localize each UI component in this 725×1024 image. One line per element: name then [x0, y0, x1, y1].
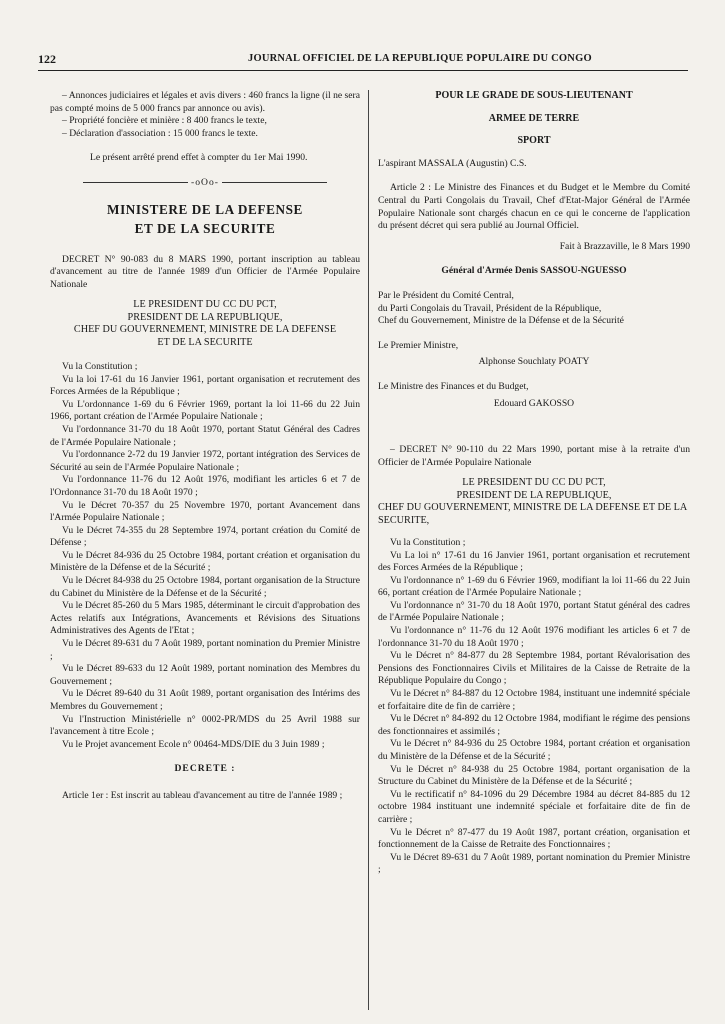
visa-item: Vu l'ordonnance n° 1-69 du 6 Février 1969, modifiant la loi 11-66 du 22 Juin 66, portant création de l'Armée Populaire Nationale ; — [378, 574, 690, 599]
tariff-line: – Annonces judiciaires et légales et avis divers : 460 francs la ligne (il ne sera pas compté moins de 5 000 francs par annonce ou avis). — [50, 90, 360, 114]
decrete-heading: DECRETE : — [174, 763, 236, 775]
ministry-line: MINISTERE DE LA DEFENSE — [107, 201, 303, 217]
visa-item: Vu la loi 17-61 du 16 Janvier 1961, portant organisation et recrutement des Forces Armées de la République ; — [50, 373, 360, 398]
grade-heading: POUR LE GRADE DE SOUS-LIEUTENANT — [435, 90, 633, 101]
decree-2-title: – DECRET N° 90-110 du 22 Mars 1990, portant mise à la retraite d'un Officier de l'Armée Populaire Nationale — [378, 444, 690, 468]
president-line: CHEF DU GOUVERNEMENT, MINISTRE DE LA DEFENSE — [73, 324, 337, 336]
ministry-line: ET DE LA SECURITE — [134, 220, 276, 236]
visa-list — [50, 361, 360, 751]
premier-label: Le Premier Ministre, — [378, 339, 459, 351]
by-president-line: Par le Président du Comité Central, — [378, 289, 514, 301]
tariff-line: – Déclaration d'association : 15 000 francs le texte. — [62, 127, 258, 139]
visa-item: Vu le Décret 89-631 du 7 Août 1989, portant nomination du Premier Ministre ; — [50, 638, 360, 662]
president-line: LE PRESIDENT DU CC DU PCT, — [133, 299, 277, 311]
visa-item: Vu le Décret 74-355 du 28 Septembre 1974, portant création du Comité de Défense ; — [50, 524, 360, 549]
aspirant-line: L'aspirant MASSALA (Augustin) C.S. — [378, 157, 527, 169]
decree-title: DECRET N° 90-083 du 8 MARS 1990, portant inscription au tableau d'avancement au titre de l'année 1989 d'un Officier de l'Armée Populaire Nationale — [50, 253, 360, 290]
left-column — [50, 90, 360, 803]
visa-item: Vu le Décret n° 87-477 du 19 Août 1987, portant création, organisation et fonctionnement de la Caisse de Retraite des Fonctionnaires ; — [378, 826, 690, 851]
visa-item: Vu la Constitution ; — [62, 360, 138, 372]
president-block-2 — [378, 477, 690, 527]
visa-item: Vu le Décret n° 84-877 du 28 Septembre 1984, portant Révalorisation des Pensions des Fonctionnaires Civils et Militaires de la Caisse de Retraite de la République Populaire du Congo ; — [378, 650, 690, 687]
army-heading: ARMEE DE TERRE — [488, 112, 580, 124]
visa-item: Vu le Décret 89-631 du 7 Août 1989, portant nomination du Premier Ministre ; — [378, 851, 690, 876]
visa-item: Vu la Constitution ; — [390, 536, 466, 548]
by-president-line: du Parti Congolais du Travail, Président de la République, — [378, 302, 602, 314]
visa-item: Vu L'ordonnance 1-69 du 6 Février 1969, portant la loi 11-66 du 22 Juin 1966, portant création de l'Armée Populaire Nationale ; — [50, 398, 360, 423]
visa-item: Vu le Décret 84-938 du 25 Octobre 1984, portant organisation de la Structure du Cabinet du Ministère de la Défense et de la Sécurité ; — [50, 575, 360, 599]
visa-item: Vu l'ordonnance 31-70 du 18 Août 1970, portant Statut Général des Cadres de l'Armée Populaire Nationale ; — [50, 423, 360, 448]
president-block — [50, 299, 360, 349]
president-line: PRESIDENT DE LA REPUBLIQUE, — [127, 311, 283, 323]
visa-item: Vu le Décret n° 84-936 du 25 Octobre 1984, portant création et organisation du Ministère de la Défense et de la Sécurité ; — [378, 738, 690, 762]
visa-item: Vu le Décret 85-260 du 5 Mars 1985, déterminant le circuit d'approbation des Actes relatifs aux Intégrations, Avancements et Révisions des Situations Administratives des Agents de l'Etat ; — [50, 600, 360, 637]
by-president-block — [378, 290, 690, 328]
by-president-line: Chef du Gouvernement, Ministre de la Défense et de la Sécurité — [378, 315, 624, 327]
visa-item: Vu La loi n° 17-61 du 16 Janvier 1961, portant organisation et recrutement des Forces Armées de la République ; — [378, 549, 690, 574]
effect-date: Le présent arrêté prend effet à compter du 1er Mai 1990. — [90, 152, 308, 164]
visa-item: Vu le Projet avancement Ecole n° 00464-MDS/DIE du 3 Juin 1989 ; — [62, 738, 325, 750]
visa-list-2 — [378, 537, 690, 877]
journal-title: JOURNAL OFFICIEL DE LA REPUBLIQUE POPULAIRE DU CONGO — [248, 53, 592, 64]
right-column — [378, 90, 690, 877]
visa-item: Vu le Décret 89-640 du 31 Août 1989, portant organisation des Intérims des Membres du Gouvernement ; — [50, 688, 360, 712]
page-header — [38, 50, 688, 71]
visa-item: Vu l'ordonnance n° 31-70 du 18 Août 1970, portant Statut général des cadres de l'Armée Populaire Nationale ; — [378, 599, 690, 624]
tariff-line: – Propriété foncière et minière : 8 400 francs le texte, — [62, 115, 267, 127]
column-divider — [368, 90, 369, 1010]
visa-item: Vu le Décret n° 84-938 du 25 Octobre 1984, portant organisation de la Structure du Cabinet du Ministère de la Défense et de la Sécurité ; — [378, 763, 690, 788]
separator-mark: -oOo- — [191, 176, 219, 188]
section-separator — [50, 177, 360, 190]
signature-place-date: Fait à Brazzaville, le 8 Mars 1990 — [559, 240, 690, 252]
visa-item: Vu le rectificatif n° 84-1096 du 29 Décembre 1984 au décret 84-885 du 12 octobre 1984 instituant une indemnité spéciale et forfaitaire dite de fin de carrière ; — [378, 788, 690, 825]
finances-label: Le Ministre des Finances et du Budget, — [378, 380, 529, 392]
president-line: CHEF DU GOUVERNEMENT, MINISTRE DE LA DEFENSE ET DE LA SECURITE, — [378, 502, 687, 526]
article-1: Article 1er : Est inscrit au tableau d'avancement au titre de l'année 1989 ; — [62, 789, 343, 801]
visa-item: Vu l'ordonnance 2-72 du 19 Janvier 1972, portant intégration des Services de Sécurité au sein de l'Armée Populaire Nationale ; — [50, 449, 360, 473]
article-2: Article 2 : Le Ministre des Finances et du Budget et le Membre du Comité Central du Parti Congolais du Travail, Chef d'Etat-Major Général de l'Armée Populaire Nationale sont chargés chacun en ce qui le concerne de l'application du présent décret qui sera publié au Journal Officiel. — [378, 182, 690, 232]
president-line: LE PRESIDENT DU CC DU PCT, — [462, 477, 606, 489]
ministry-heading — [50, 200, 360, 238]
visa-item: Vu l'ordonnance 11-76 du 12 Août 1976, modifiant les articles 6 et 7 de l'Ordonnance 31-70 du 18 Août 1970 ; — [50, 474, 360, 498]
premier-name: Alphonse Souchlaty POATY — [478, 356, 590, 368]
visa-item: Vu l'Instruction Ministérielle n° 0002-PR/MDS du 25 Avril 1988 sur l'avancement à titre Ecole ; — [50, 713, 360, 738]
signatory-general: Général d'Armée Denis SASSOU-NGUESSO — [441, 265, 627, 277]
finances-name: Edouard GAKOSSO — [493, 397, 575, 409]
president-line: ET DE LA SECURITE — [157, 336, 253, 348]
president-line: PRESIDENT DE LA REPUBLIQUE, — [456, 489, 612, 501]
visa-item: Vu l'ordonnance n° 11-76 du 12 Août 1976 modifiant les articles 6 et 7 de l'ordonnance 31-70 du 18 Août 1970 ; — [378, 625, 690, 649]
visa-item: Vu le Décret 89-633 du 12 Août 1989, portant nomination des Membres du Gouvernement ; — [50, 663, 360, 687]
visa-item: Vu le Décret n° 84-887 du 12 Octobre 1984, instituant une indemnité spéciale et forfaitaire dite de fin de carrière ; — [378, 688, 690, 712]
visa-item: Vu le Décret n° 84-892 du 12 Octobre 1984, modifiant le régime des pensions des fonctionnaires et assimilés ; — [378, 713, 690, 737]
page-number: 122 — [38, 52, 56, 66]
sport-heading: SPORT — [517, 135, 551, 147]
visa-item: Vu le Décret 84-936 du 25 Octobre 1984, portant création et organisation du Ministère de la Défense et de la Sécurité ; — [50, 549, 360, 574]
visa-item: Vu le Décret 70-357 du 25 Novembre 1970, portant Avancement dans l'Armée Populaire Nationale ; — [50, 499, 360, 524]
